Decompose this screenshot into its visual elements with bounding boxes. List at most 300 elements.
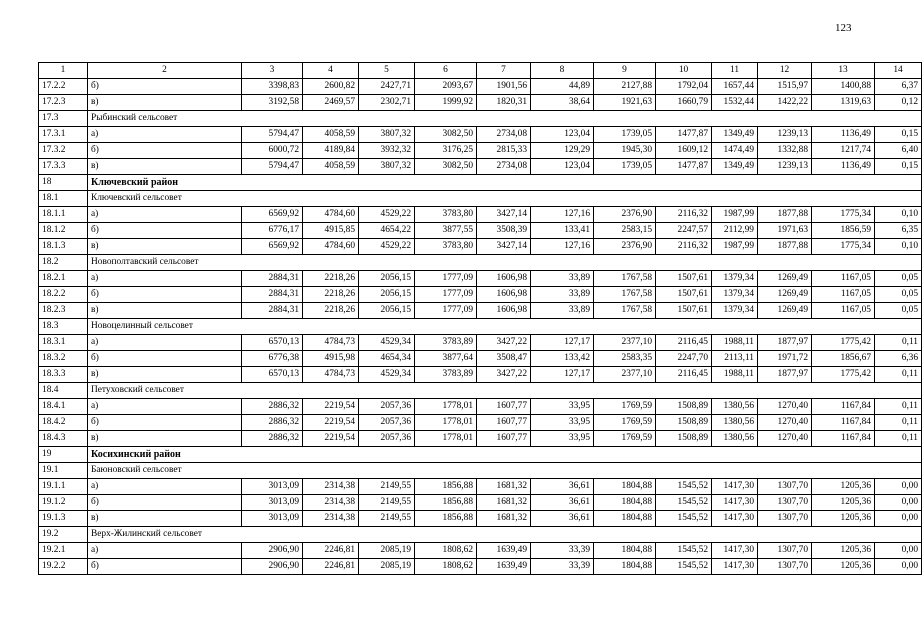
header-cell: 6 (415, 63, 477, 79)
row-label: б) (88, 559, 242, 575)
village-council-row (39, 255, 922, 271)
value-cell: 1804,88 (594, 559, 656, 575)
value-cell: 3398,83 (242, 79, 303, 95)
header-cell: 1 (39, 63, 88, 79)
value-cell: 2149,55 (359, 511, 415, 527)
value-cell: 1167,05 (812, 271, 875, 287)
value-cell: 2149,55 (359, 479, 415, 495)
value-cell: 2377,10 (594, 367, 656, 383)
row-code: 18.2.3 (39, 303, 88, 319)
value-cell: 1775,34 (812, 207, 875, 223)
value-cell: 1380,56 (712, 431, 758, 447)
value-cell: 2583,15 (594, 223, 656, 239)
value-cell: 0,00 (875, 543, 922, 559)
value-cell: 1921,63 (594, 95, 656, 111)
district-row (39, 447, 922, 463)
tariff-table (38, 62, 922, 575)
value-cell: 4529,34 (359, 335, 415, 351)
value-cell: 0,11 (875, 335, 922, 351)
value-cell: 1380,56 (712, 415, 758, 431)
value-cell: 1607,77 (477, 431, 531, 447)
value-cell: 1379,34 (712, 271, 758, 287)
value-cell: 1639,49 (477, 543, 531, 559)
value-cell: 2884,31 (242, 271, 303, 287)
value-cell: 1988,11 (712, 335, 758, 351)
value-cell: 4654,22 (359, 223, 415, 239)
value-cell: 1400,88 (812, 79, 875, 95)
header-row (39, 63, 922, 79)
value-cell: 1307,70 (758, 511, 812, 527)
value-cell: 33,89 (531, 303, 594, 319)
value-cell: 1269,49 (758, 303, 812, 319)
value-cell: 3877,55 (415, 223, 477, 239)
value-cell: 1778,01 (415, 431, 477, 447)
value-cell: 127,16 (531, 239, 594, 255)
value-cell: 1877,88 (758, 207, 812, 223)
header-cell: 5 (359, 63, 415, 79)
value-cell: 1217,74 (812, 143, 875, 159)
value-cell: 1856,67 (812, 351, 875, 367)
row-label: б) (88, 495, 242, 511)
village-council-row (39, 319, 922, 335)
value-cell: 1417,30 (712, 479, 758, 495)
table-row (39, 159, 922, 175)
table-row (39, 351, 922, 367)
value-cell: 1681,32 (477, 495, 531, 511)
value-cell: 1136,49 (812, 127, 875, 143)
value-cell: 1269,49 (758, 287, 812, 303)
value-cell: 1417,30 (712, 543, 758, 559)
value-cell: 1239,13 (758, 127, 812, 143)
value-cell: 0,11 (875, 367, 922, 383)
value-cell: 38,64 (531, 95, 594, 111)
value-cell: 127,16 (531, 207, 594, 223)
value-cell: 1901,56 (477, 79, 531, 95)
value-cell: 1417,30 (712, 559, 758, 575)
value-cell: 3508,47 (477, 351, 531, 367)
row-label: в) (88, 511, 242, 527)
value-cell: 1877,97 (758, 335, 812, 351)
value-cell: 36,61 (531, 479, 594, 495)
value-cell: 1417,30 (712, 495, 758, 511)
value-cell: 1508,89 (656, 415, 712, 431)
value-cell: 1205,36 (812, 511, 875, 527)
value-cell: 1856,88 (415, 495, 477, 511)
row-code: 17.2.3 (39, 95, 88, 111)
value-cell: 2376,90 (594, 239, 656, 255)
value-cell: 1545,52 (656, 479, 712, 495)
value-cell: 33,95 (531, 415, 594, 431)
value-cell: 1856,88 (415, 479, 477, 495)
value-cell: 3427,22 (477, 367, 531, 383)
value-cell: 2057,36 (359, 431, 415, 447)
value-cell: 1332,88 (758, 143, 812, 159)
value-cell: 6000,72 (242, 143, 303, 159)
value-cell: 4915,85 (303, 223, 359, 239)
row-code: 18.2.2 (39, 287, 88, 303)
value-cell: 3932,32 (359, 143, 415, 159)
village-council-name: Рыбинский сельсовет (88, 111, 922, 127)
value-cell: 0,05 (875, 287, 922, 303)
value-cell: 2815,33 (477, 143, 531, 159)
value-cell: 1808,62 (415, 543, 477, 559)
value-cell: 1380,56 (712, 399, 758, 415)
value-cell: 3427,22 (477, 335, 531, 351)
value-cell: 1775,42 (812, 335, 875, 351)
value-cell: 6,35 (875, 223, 922, 239)
value-cell: 1508,89 (656, 399, 712, 415)
value-cell: 2093,67 (415, 79, 477, 95)
value-cell: 4529,22 (359, 239, 415, 255)
value-cell: 1607,77 (477, 415, 531, 431)
value-cell: 2886,32 (242, 399, 303, 415)
value-cell: 1877,88 (758, 239, 812, 255)
value-cell: 0,05 (875, 271, 922, 287)
value-cell: 1507,61 (656, 303, 712, 319)
value-cell: 2056,15 (359, 271, 415, 287)
value-cell: 1167,05 (812, 303, 875, 319)
header-cell: 14 (875, 63, 922, 79)
value-cell: 2116,45 (656, 367, 712, 383)
value-cell: 0,00 (875, 511, 922, 527)
value-cell: 1609,12 (656, 143, 712, 159)
value-cell: 1639,49 (477, 559, 531, 575)
header-cell: 2 (88, 63, 242, 79)
row-code: 18.3 (39, 319, 88, 335)
value-cell: 1307,70 (758, 543, 812, 559)
value-cell: 1778,01 (415, 415, 477, 431)
value-cell: 2886,32 (242, 431, 303, 447)
table-row (39, 559, 922, 575)
value-cell: 1739,05 (594, 127, 656, 143)
value-cell: 1507,61 (656, 287, 712, 303)
value-cell: 1167,84 (812, 399, 875, 415)
value-cell: 2219,54 (303, 415, 359, 431)
value-cell: 6,36 (875, 351, 922, 367)
row-label: в) (88, 239, 242, 255)
value-cell: 3427,14 (477, 207, 531, 223)
table-row (39, 303, 922, 319)
header-cell: 11 (712, 63, 758, 79)
header-cell: 13 (812, 63, 875, 79)
value-cell: 1422,22 (758, 95, 812, 111)
header-cell: 7 (477, 63, 531, 79)
value-cell: 2314,38 (303, 495, 359, 511)
value-cell: 0,05 (875, 303, 922, 319)
value-cell: 2427,71 (359, 79, 415, 95)
value-cell: 2149,55 (359, 495, 415, 511)
value-cell: 1319,63 (812, 95, 875, 111)
table-row (39, 367, 922, 383)
value-cell: 1808,62 (415, 559, 477, 575)
value-cell: 3783,80 (415, 239, 477, 255)
value-cell: 5794,47 (242, 127, 303, 143)
value-cell: 2246,81 (303, 559, 359, 575)
table-row (39, 543, 922, 559)
value-cell: 2906,90 (242, 543, 303, 559)
value-cell: 3508,39 (477, 223, 531, 239)
value-cell: 4784,60 (303, 207, 359, 223)
row-label: а) (88, 271, 242, 287)
row-code: 18.3.3 (39, 367, 88, 383)
row-label: в) (88, 95, 242, 111)
row-code: 18.4.1 (39, 399, 88, 415)
value-cell: 4784,73 (303, 367, 359, 383)
value-cell: 2314,38 (303, 511, 359, 527)
value-cell: 2085,19 (359, 543, 415, 559)
value-cell: 1307,70 (758, 559, 812, 575)
value-cell: 1477,87 (656, 159, 712, 175)
value-cell: 1769,59 (594, 431, 656, 447)
value-cell: 3877,64 (415, 351, 477, 367)
value-cell: 2376,90 (594, 207, 656, 223)
row-label: в) (88, 159, 242, 175)
value-cell: 1767,58 (594, 303, 656, 319)
row-label: б) (88, 351, 242, 367)
row-code: 18.4 (39, 383, 88, 399)
village-council-row (39, 527, 922, 543)
value-cell: 6,40 (875, 143, 922, 159)
value-cell: 6776,17 (242, 223, 303, 239)
row-code: 18.4.3 (39, 431, 88, 447)
table-row (39, 479, 922, 495)
value-cell: 33,89 (531, 287, 594, 303)
value-cell: 3082,50 (415, 159, 477, 175)
value-cell: 1777,09 (415, 287, 477, 303)
value-cell: 3013,09 (242, 479, 303, 495)
value-cell: 2246,81 (303, 543, 359, 559)
row-code: 19.1.1 (39, 479, 88, 495)
value-cell: 33,89 (531, 271, 594, 287)
header-cell: 8 (531, 63, 594, 79)
header-cell: 4 (303, 63, 359, 79)
value-cell: 1515,97 (758, 79, 812, 95)
value-cell: 0,00 (875, 559, 922, 575)
value-cell: 1988,11 (712, 367, 758, 383)
value-cell: 1136,49 (812, 159, 875, 175)
page-number: 123 (835, 22, 852, 34)
value-cell: 2116,45 (656, 335, 712, 351)
value-cell: 1804,88 (594, 543, 656, 559)
value-cell: 2085,19 (359, 559, 415, 575)
value-cell: 3013,09 (242, 511, 303, 527)
value-cell: 1532,44 (712, 95, 758, 111)
value-cell: 3807,32 (359, 159, 415, 175)
value-cell: 2906,90 (242, 559, 303, 575)
value-cell: 0,11 (875, 431, 922, 447)
value-cell: 0,11 (875, 399, 922, 415)
table-row (39, 79, 922, 95)
value-cell: 1508,89 (656, 431, 712, 447)
value-cell: 3192,58 (242, 95, 303, 111)
value-cell: 127,17 (531, 367, 594, 383)
row-code: 17.3.2 (39, 143, 88, 159)
value-cell: 4058,59 (303, 159, 359, 175)
value-cell: 2219,54 (303, 431, 359, 447)
value-cell: 4915,98 (303, 351, 359, 367)
value-cell: 1856,59 (812, 223, 875, 239)
village-council-name: Новополтавский сельсовет (88, 255, 922, 271)
value-cell: 4058,59 (303, 127, 359, 143)
value-cell: 1792,04 (656, 79, 712, 95)
village-council-row (39, 463, 922, 479)
value-cell: 33,95 (531, 431, 594, 447)
row-code: 18 (39, 175, 88, 191)
value-cell: 2884,31 (242, 303, 303, 319)
value-cell: 0,10 (875, 207, 922, 223)
value-cell: 1379,34 (712, 303, 758, 319)
value-cell: 1417,30 (712, 511, 758, 527)
value-cell: 1739,05 (594, 159, 656, 175)
row-code: 18.1 (39, 191, 88, 207)
row-code: 17.3.3 (39, 159, 88, 175)
value-cell: 1307,70 (758, 479, 812, 495)
value-cell: 1971,63 (758, 223, 812, 239)
value-cell: 3013,09 (242, 495, 303, 511)
district-row (39, 175, 922, 191)
value-cell: 2218,26 (303, 287, 359, 303)
value-cell: 1778,01 (415, 399, 477, 415)
row-code: 19.2.2 (39, 559, 88, 575)
value-cell: 4529,34 (359, 367, 415, 383)
row-label: а) (88, 479, 242, 495)
value-cell: 4529,22 (359, 207, 415, 223)
row-code: 18.2 (39, 255, 88, 271)
value-cell: 44,89 (531, 79, 594, 95)
village-council-row (39, 383, 922, 399)
value-cell: 1606,98 (477, 271, 531, 287)
row-code: 19.1 (39, 463, 88, 479)
value-cell: 2884,31 (242, 287, 303, 303)
value-cell: 1945,30 (594, 143, 656, 159)
value-cell: 36,61 (531, 495, 594, 511)
value-cell: 1205,36 (812, 559, 875, 575)
value-cell: 1804,88 (594, 479, 656, 495)
value-cell: 2057,36 (359, 415, 415, 431)
row-code: 19.1.2 (39, 495, 88, 511)
value-cell: 4189,84 (303, 143, 359, 159)
value-cell: 1767,58 (594, 287, 656, 303)
value-cell: 129,29 (531, 143, 594, 159)
row-label: б) (88, 79, 242, 95)
value-cell: 3783,89 (415, 367, 477, 383)
value-cell: 6,37 (875, 79, 922, 95)
value-cell: 2734,08 (477, 159, 531, 175)
row-label: а) (88, 127, 242, 143)
value-cell: 33,39 (531, 543, 594, 559)
value-cell: 5794,47 (242, 159, 303, 175)
row-label: в) (88, 303, 242, 319)
value-cell: 1775,42 (812, 367, 875, 383)
table-row (39, 207, 922, 223)
value-cell: 2218,26 (303, 303, 359, 319)
district-name: Косихинский район (88, 447, 922, 463)
value-cell: 3427,14 (477, 239, 531, 255)
value-cell: 1820,31 (477, 95, 531, 111)
value-cell: 6570,13 (242, 335, 303, 351)
row-label: а) (88, 207, 242, 223)
row-code: 18.1.1 (39, 207, 88, 223)
row-code: 18.1.2 (39, 223, 88, 239)
value-cell: 2247,70 (656, 351, 712, 367)
village-council-name: Верх-Жилинский сельсовет (88, 527, 922, 543)
value-cell: 3783,89 (415, 335, 477, 351)
value-cell: 1607,77 (477, 399, 531, 415)
value-cell: 133,41 (531, 223, 594, 239)
value-cell: 2377,10 (594, 335, 656, 351)
table-row (39, 415, 922, 431)
value-cell: 133,42 (531, 351, 594, 367)
value-cell: 1775,34 (812, 239, 875, 255)
value-cell: 1205,36 (812, 479, 875, 495)
value-cell: 1307,70 (758, 495, 812, 511)
value-cell: 2218,26 (303, 271, 359, 287)
value-cell: 1971,72 (758, 351, 812, 367)
village-council-row (39, 191, 922, 207)
value-cell: 1987,99 (712, 207, 758, 223)
row-label: б) (88, 287, 242, 303)
value-cell: 1270,40 (758, 399, 812, 415)
header-cell: 9 (594, 63, 656, 79)
value-cell: 0,15 (875, 127, 922, 143)
table-row (39, 239, 922, 255)
header-cell: 3 (242, 63, 303, 79)
value-cell: 3807,32 (359, 127, 415, 143)
value-cell: 2057,36 (359, 399, 415, 415)
value-cell: 127,17 (531, 335, 594, 351)
value-cell: 1681,32 (477, 479, 531, 495)
row-label: б) (88, 223, 242, 239)
value-cell: 1167,84 (812, 431, 875, 447)
value-cell: 2116,32 (656, 239, 712, 255)
table-row (39, 431, 922, 447)
village-council-name: Новоцелинный сельсовет (88, 319, 922, 335)
value-cell: 1205,36 (812, 495, 875, 511)
village-council-name: Ключевский сельсовет (88, 191, 922, 207)
value-cell: 0,00 (875, 479, 922, 495)
table-row (39, 143, 922, 159)
value-cell: 1269,49 (758, 271, 812, 287)
value-cell: 33,95 (531, 399, 594, 415)
value-cell: 1167,84 (812, 415, 875, 431)
value-cell: 3082,50 (415, 127, 477, 143)
table-row (39, 287, 922, 303)
value-cell: 4654,34 (359, 351, 415, 367)
value-cell: 0,10 (875, 239, 922, 255)
value-cell: 1167,05 (812, 287, 875, 303)
value-cell: 1606,98 (477, 287, 531, 303)
value-cell: 1606,98 (477, 303, 531, 319)
value-cell: 1270,40 (758, 415, 812, 431)
row-label: а) (88, 335, 242, 351)
value-cell: 1270,40 (758, 431, 812, 447)
value-cell: 2469,57 (303, 95, 359, 111)
value-cell: 2056,15 (359, 287, 415, 303)
value-cell: 4784,60 (303, 239, 359, 255)
row-code: 19.1.3 (39, 511, 88, 527)
value-cell: 1545,52 (656, 495, 712, 511)
row-code: 18.3.1 (39, 335, 88, 351)
table-row (39, 335, 922, 351)
value-cell: 1660,79 (656, 95, 712, 111)
value-cell: 1205,36 (812, 543, 875, 559)
row-code: 19.2 (39, 527, 88, 543)
value-cell: 123,04 (531, 127, 594, 143)
table-row (39, 399, 922, 415)
value-cell: 2219,54 (303, 399, 359, 415)
value-cell: 1767,58 (594, 271, 656, 287)
value-cell: 0,00 (875, 495, 922, 511)
